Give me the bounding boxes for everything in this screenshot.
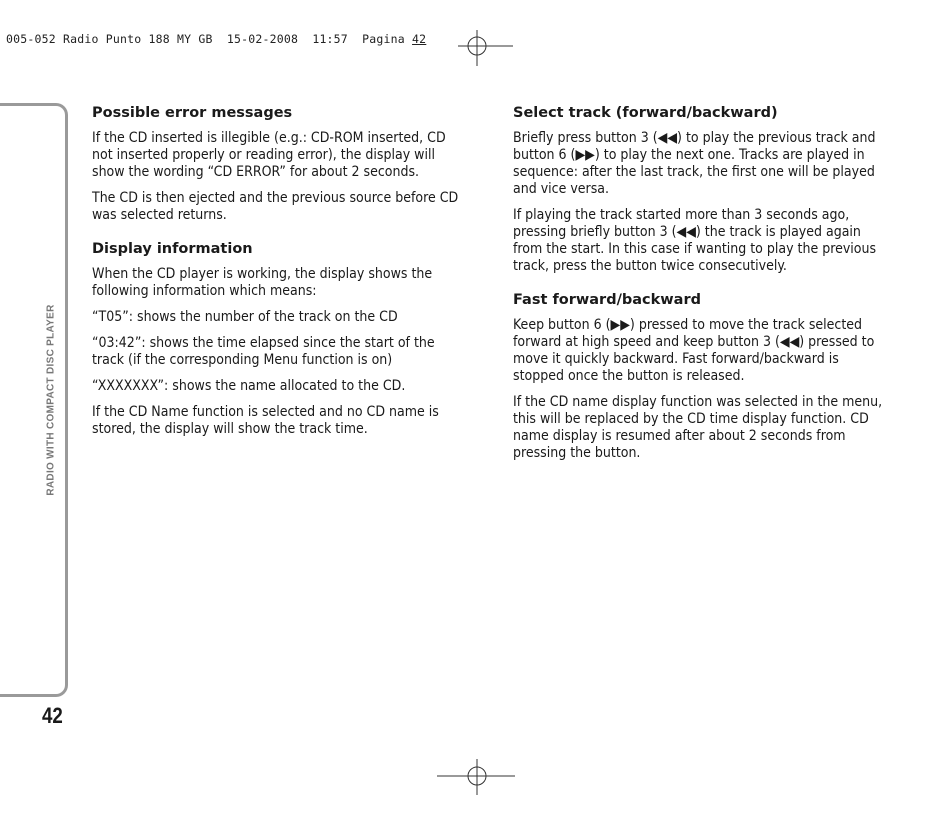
sidebar-frame — [0, 103, 68, 697]
heading-fast-forward: Fast forward/backward — [513, 292, 701, 308]
paragraph: If the CD inserted is illegible (e.g.: CD-ROM inserted, CD not inserted properly or reading error), the display will show the wording “CD ERROR” for about 2 seconds. — [92, 130, 446, 180]
heading-select-track: Select track (forward/backward) — [513, 105, 778, 121]
section-fast-forward — [513, 291, 891, 462]
right-column — [513, 104, 891, 471]
print-header — [6, 32, 426, 46]
section-display-information — [92, 240, 470, 438]
paragraph: “03:42”: shows the time elapsed since the start of the track (if the corresponding Menu function is on) — [92, 335, 435, 368]
paragraph: When the CD player is working, the display shows the following information which means: — [92, 266, 433, 299]
crop-mark-bottom — [437, 757, 517, 797]
paragraph: Briefly press button 3 (◀◀) to play the previous track and button 6 (▶▶) to play the next one. Tracks are played in sequence: after the last track, the first one will be played and vice versa. — [513, 130, 876, 197]
heading-display-information: Display information — [92, 241, 253, 257]
print-header-text: 005-052 Radio Punto 188 MY GB 15-02-2008 11:57 Pagina — [6, 32, 413, 46]
crop-mark-top — [455, 28, 515, 68]
paragraph: Keep button 6 (▶▶) pressed to move the track selected forward at high speed and keep button 3 (◀◀) pressed to move it quickly backward. Fast forward/backward is stopped once the button is released. — [513, 317, 875, 384]
heading-error-messages: Possible error messages — [92, 105, 293, 121]
paragraph: The CD is then ejected and the previous source before CD was selected returns. — [92, 190, 459, 223]
paragraph: “XXXXXXX”: shows the name allocated to the CD. — [92, 378, 406, 394]
section-select-track — [513, 104, 891, 275]
page-number: 42 — [42, 703, 63, 728]
print-header-page: 42 — [412, 32, 427, 46]
section-error-messages — [92, 104, 470, 224]
paragraph: If the CD Name function is selected and no CD name is stored, the display will show the track time. — [92, 404, 439, 437]
section-side-label: RADIO WITH COMPACT DISC PLAYER — [45, 304, 57, 496]
paragraph: If the CD name display function was selected in the menu, this will be replaced by the CD time display function. CD name display is resumed after about 2 seconds from pressing the button. — [513, 394, 883, 461]
left-column — [92, 104, 470, 447]
paragraph: If playing the track started more than 3 seconds ago, pressing briefly button 3 (◀◀) the track is played again from the start. In this case if wanting to play the previous track, press the button twice consecutively. — [513, 207, 877, 274]
paragraph: “T05”: shows the number of the track on the CD — [92, 309, 398, 325]
